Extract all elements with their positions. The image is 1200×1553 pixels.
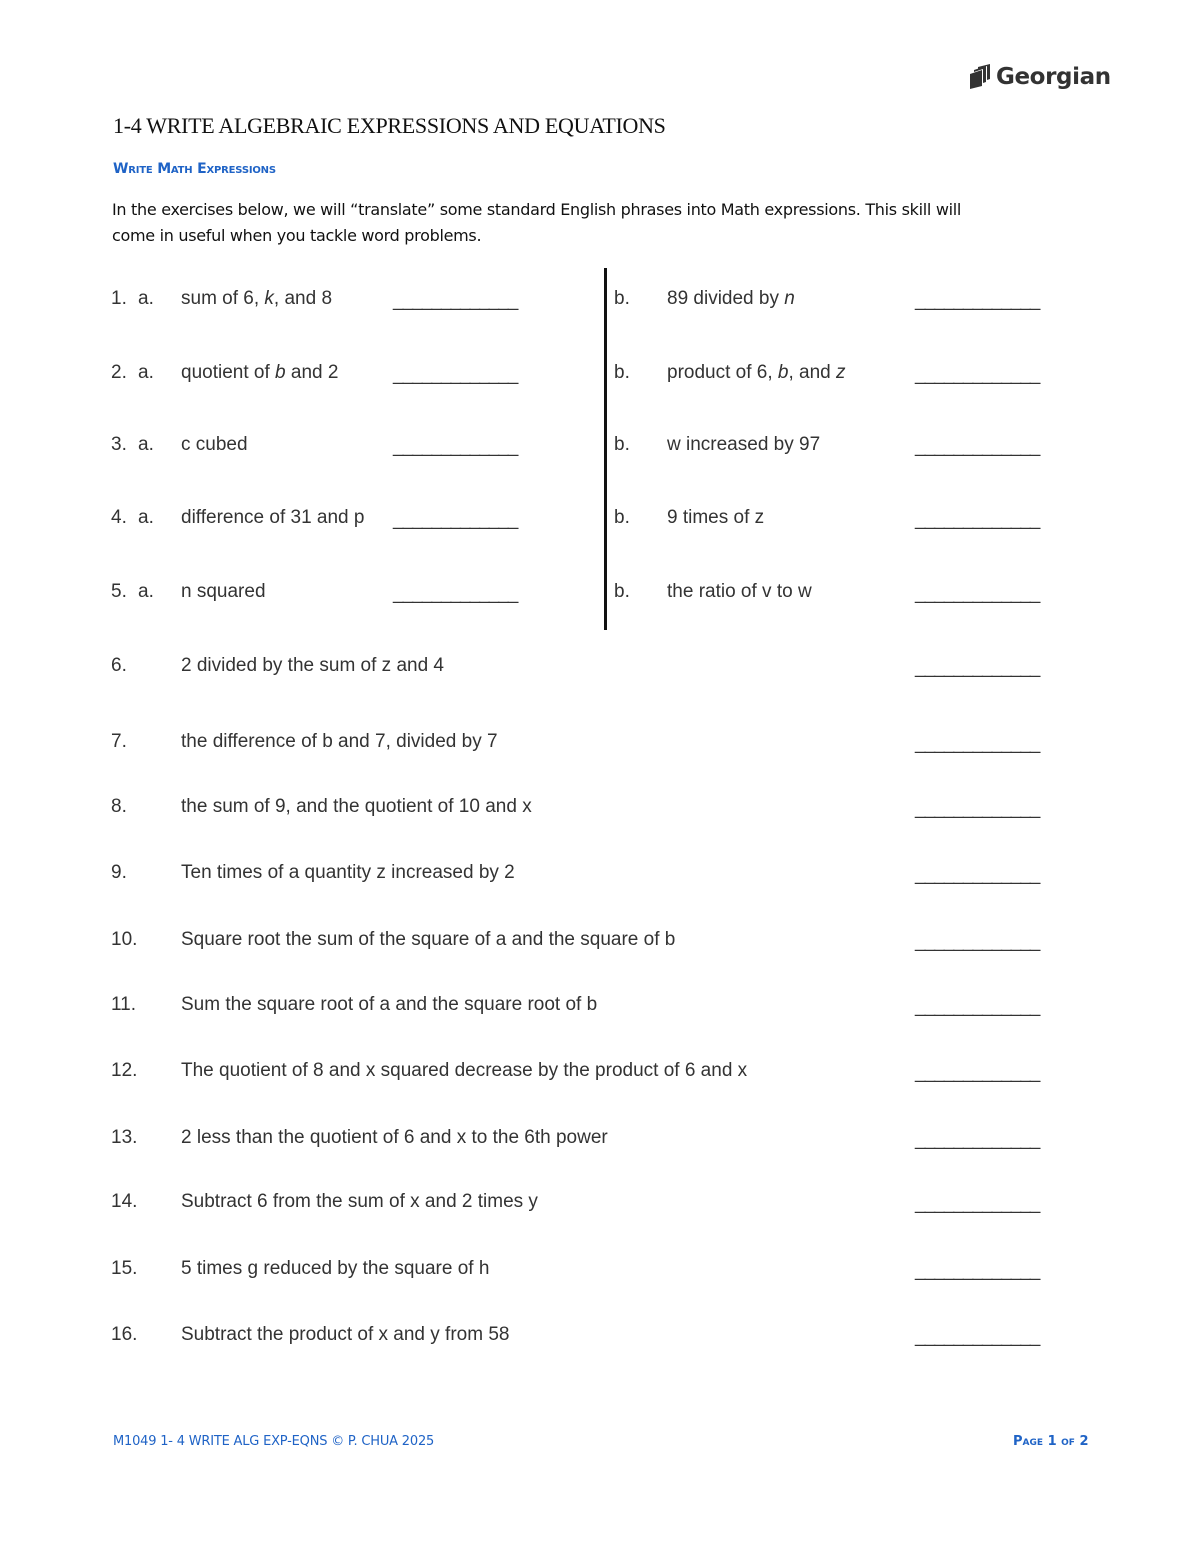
exercise-number: 6.: [111, 655, 127, 676]
exercise-number: 5.: [111, 581, 127, 602]
current-page: 1: [1047, 1434, 1057, 1449]
part-b-phrase: [667, 287, 795, 311]
answer-blank-b: _____________: [915, 436, 1040, 457]
instructions-paragraph: [112, 197, 1092, 249]
exercise-number: 7.: [111, 731, 127, 752]
phrase-part: the ratio of v to w: [667, 581, 812, 602]
phrase-part: n squared: [181, 581, 266, 602]
phrase-part: sum of 6,: [181, 288, 265, 309]
footer-course-info: M1049 1- 4 WRITE ALG EXP-EQNS © P. CHUA 2025: [113, 1434, 435, 1449]
exercise-phrase: 2 divided by the sum of z and 4: [181, 655, 444, 676]
exercise-number: 2.: [111, 362, 127, 383]
exercise-number: 14.: [111, 1191, 138, 1212]
answer-blank: _____________: [915, 931, 1040, 952]
answer-blank: _____________: [915, 1326, 1040, 1347]
of-word: of: [1061, 1434, 1075, 1449]
phrase-part: b: [777, 362, 789, 383]
phrase-part: product of 6,: [667, 362, 778, 383]
exercise-phrase: Subtract the product of x and y from 58: [181, 1324, 510, 1345]
answer-blank-a: _____________: [393, 583, 518, 604]
exercise-number: 8.: [111, 796, 127, 817]
part-a-label: a.: [138, 581, 154, 602]
part-a-label: a.: [138, 434, 154, 455]
phrase-part: k: [264, 288, 274, 309]
exercise-phrase: Square root the sum of the square of a and the square of b: [181, 929, 676, 950]
answer-blank: _____________: [915, 1193, 1040, 1214]
phrase-part: difference of 31 and p: [181, 507, 365, 528]
footer-page-number: [1013, 1434, 1089, 1449]
exercise-phrase: Sum the square root of a and the square root of b: [181, 994, 598, 1015]
exercise-phrase: the difference of b and 7, divided by 7: [181, 731, 498, 752]
answer-blank-a: _____________: [393, 436, 518, 457]
phrase-part: b: [275, 362, 286, 383]
georgian-logo: [968, 64, 1111, 90]
part-a-phrase: [181, 287, 332, 311]
answer-blank: _____________: [915, 1129, 1040, 1150]
column-divider: [604, 268, 607, 630]
exercise-phrase: the sum of 9, and the quotient of 10 and x: [181, 796, 532, 817]
phrase-part: z: [836, 362, 846, 383]
exercise-phrase: Subtract 6 from the sum of x and 2 times y: [181, 1191, 538, 1212]
part-b-label: b.: [614, 362, 630, 383]
answer-blank-a: _____________: [393, 290, 518, 311]
phrase-part: , and: [788, 362, 837, 383]
brand-name: Georgian: [996, 64, 1111, 90]
total-pages: 2: [1079, 1434, 1089, 1449]
exercise-number: 1.: [111, 288, 127, 309]
part-b-label: b.: [614, 288, 630, 309]
answer-blank: _____________: [915, 996, 1040, 1017]
part-b-label: b.: [614, 434, 630, 455]
part-b-phrase: [667, 361, 846, 385]
instructions-line-2: come in useful when you tackle word problems.: [112, 226, 482, 245]
answer-blank-b: _____________: [915, 583, 1040, 604]
phrase-part: and 2: [285, 362, 339, 383]
answer-blank: _____________: [915, 733, 1040, 754]
instructions-line-1: In the exercises below, we will “translate” some standard English phrases into Math expressions. This skill will: [112, 200, 962, 219]
phrase-part: 9 times of z: [667, 507, 765, 528]
exercise-number: 13.: [111, 1127, 138, 1148]
answer-blank: _____________: [915, 864, 1040, 885]
georgian-logo-icon: [968, 64, 992, 90]
answer-blank-a: _____________: [393, 509, 518, 530]
exercise-phrase: The quotient of 8 and x squared decrease by the product of 6 and x: [181, 1060, 748, 1081]
exercise-number: 11.: [111, 994, 137, 1015]
exercise-number: 16.: [111, 1324, 138, 1345]
part-a-phrase: [181, 361, 338, 385]
phrase-part: w increased by 97: [667, 434, 821, 455]
part-a-label: a.: [138, 288, 154, 309]
part-b-phrase: [667, 506, 764, 530]
part-a-phrase: [181, 506, 364, 530]
page-title: 1-4 WRITE ALGEBRAIC EXPRESSIONS AND EQUATIONS: [113, 113, 666, 138]
part-b-label: b.: [614, 581, 630, 602]
part-b-label: b.: [614, 507, 630, 528]
answer-blank-a: _____________: [393, 364, 518, 385]
part-a-label: a.: [138, 507, 154, 528]
answer-blank: _____________: [915, 1062, 1040, 1083]
part-a-phrase: [181, 433, 248, 457]
exercise-phrase: Ten times of a quantity z increased by 2: [181, 862, 515, 883]
phrase-part: quotient of: [181, 362, 276, 383]
exercise-phrase: 5 times g reduced by the square of h: [181, 1258, 490, 1279]
exercise-number: 12.: [111, 1060, 138, 1081]
answer-blank: _____________: [915, 798, 1040, 819]
section-heading: Write Math Expressions: [113, 161, 276, 177]
exercise-number: 4.: [111, 507, 127, 528]
phrase-part: n: [784, 288, 795, 309]
phrase-part: c cubed: [181, 434, 248, 455]
phrase-part: , and 8: [273, 288, 333, 309]
answer-blank-b: _____________: [915, 290, 1040, 311]
phrase-part: 89 divided by: [667, 288, 785, 309]
exercise-phrase: 2 less than the quotient of 6 and x to the 6th power: [181, 1127, 608, 1148]
exercise-number: 9.: [111, 862, 127, 883]
part-b-phrase: [667, 433, 820, 457]
exercise-number: 10.: [111, 929, 138, 950]
part-b-phrase: [667, 580, 812, 604]
page-word: Page: [1013, 1434, 1044, 1449]
answer-blank: _____________: [915, 1260, 1040, 1281]
answer-blank-b: _____________: [915, 364, 1040, 385]
exercise-number: 3.: [111, 434, 127, 455]
exercise-number: 15.: [111, 1258, 138, 1279]
part-a-phrase: [181, 580, 266, 604]
answer-blank-b: _____________: [915, 509, 1040, 530]
part-a-label: a.: [138, 362, 154, 383]
answer-blank: _____________: [915, 657, 1040, 678]
